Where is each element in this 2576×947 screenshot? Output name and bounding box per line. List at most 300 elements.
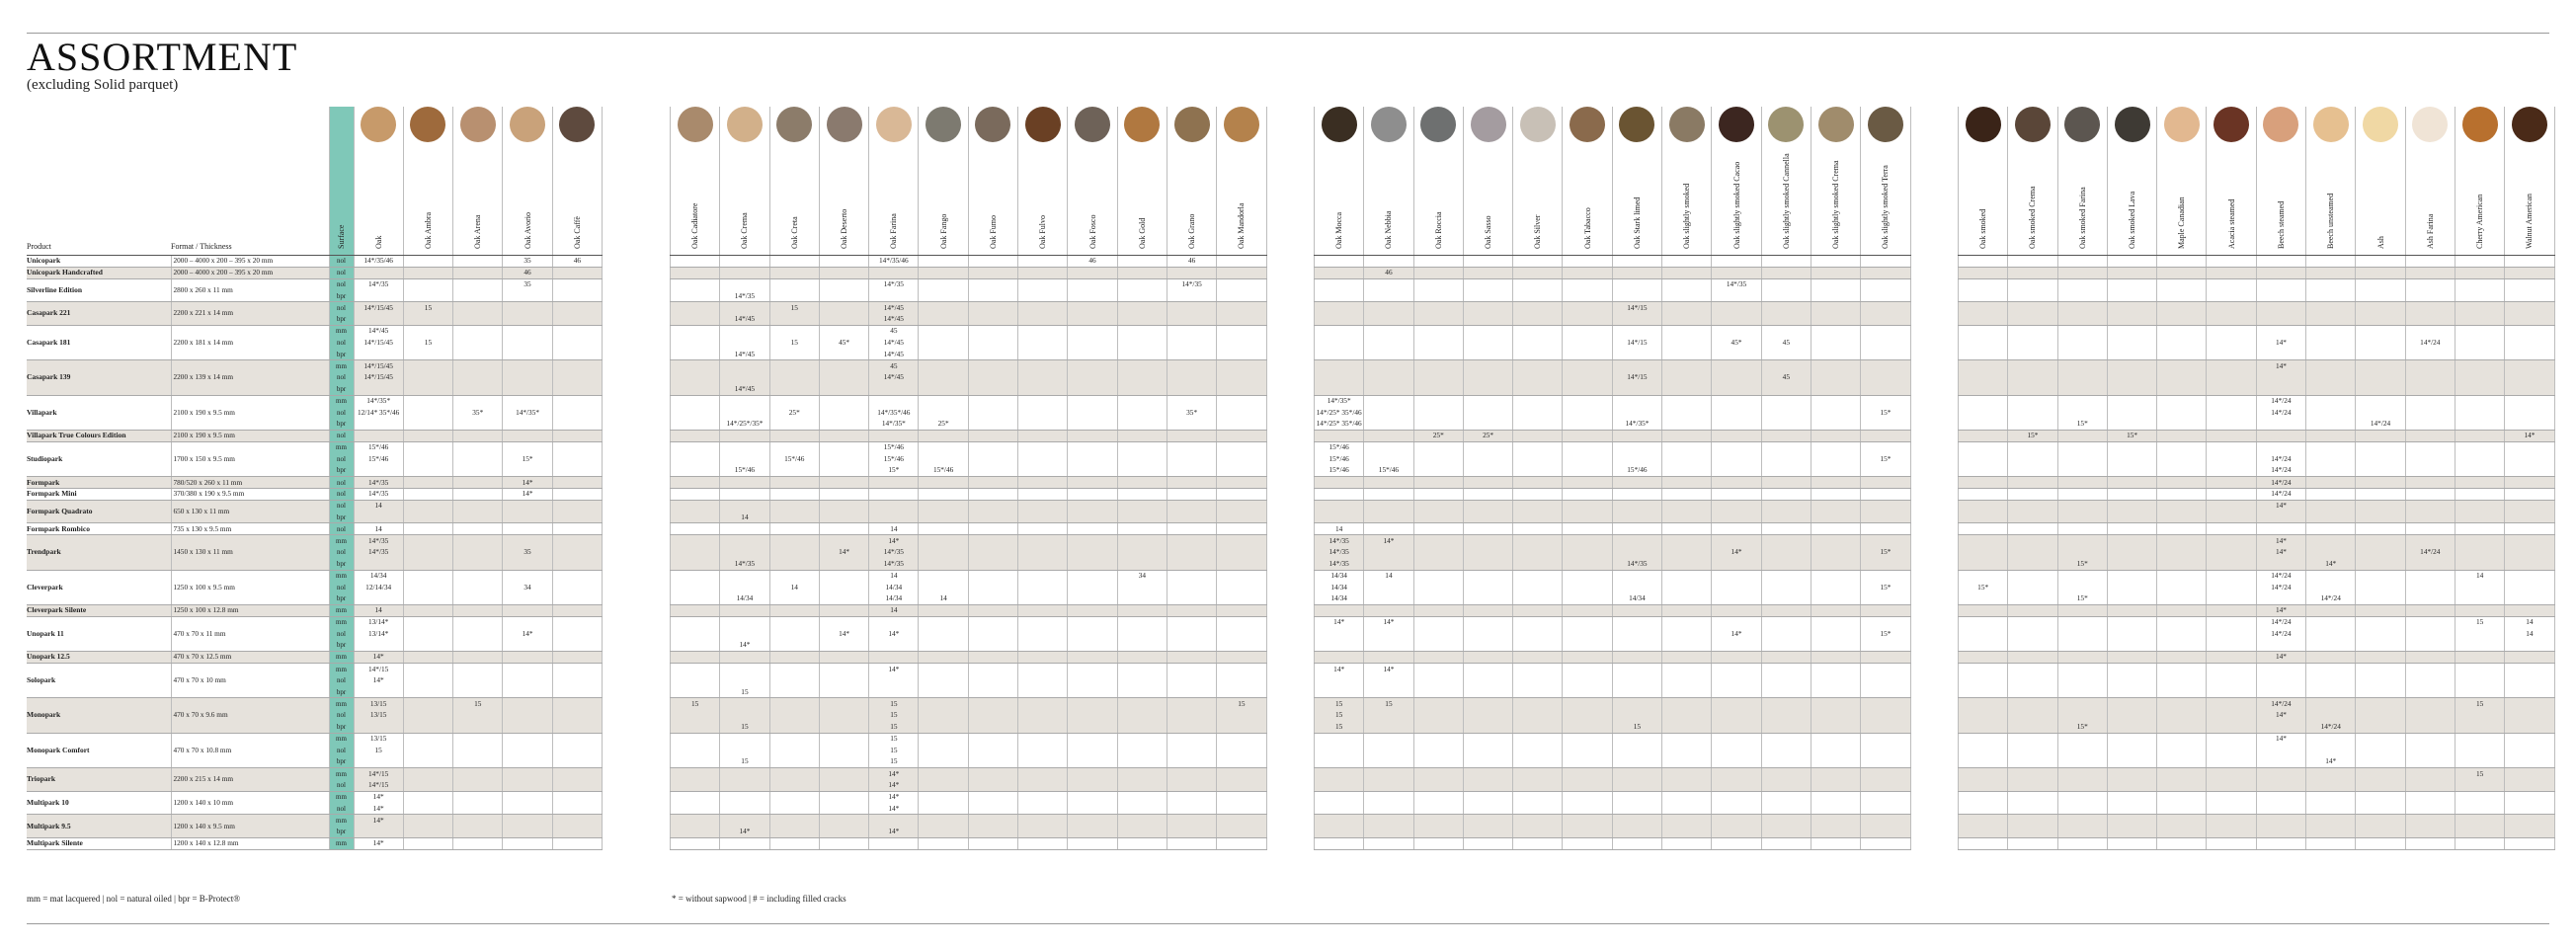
availability-cell	[1364, 256, 1413, 268]
availability-cell	[403, 500, 452, 512]
availability-cell	[1463, 686, 1512, 698]
table-row	[27, 791, 602, 803]
product-name: Unopark 12.5	[27, 652, 171, 664]
availability-cell	[2405, 616, 2455, 628]
species-header-4	[552, 107, 602, 256]
availability-cell	[2455, 395, 2504, 407]
availability-cell	[1167, 663, 1216, 674]
species-header-9	[869, 107, 919, 256]
availability-cell	[1662, 419, 1712, 431]
availability-cell	[1463, 290, 1512, 302]
availability-cell	[2306, 360, 2356, 372]
availability-cell	[1413, 803, 1463, 815]
availability-cell	[1117, 500, 1167, 512]
availability-cell	[1959, 313, 2008, 325]
availability-cell	[503, 791, 552, 803]
availability-cell	[1315, 674, 1364, 686]
table-row	[1959, 827, 2555, 838]
availability-cell	[819, 512, 868, 523]
surface-column-header	[329, 107, 354, 256]
availability-cell	[1861, 278, 1910, 290]
wood-swatch-icon	[460, 107, 496, 142]
availability-cell	[2157, 290, 2207, 302]
availability-cell	[1513, 535, 1563, 547]
availability-cell	[1811, 652, 1860, 664]
availability-cell	[2157, 698, 2207, 710]
availability-cell: 15	[403, 302, 452, 314]
availability-cell	[1563, 733, 1612, 745]
availability-cell	[2107, 419, 2156, 431]
availability-cell	[552, 465, 602, 477]
table-row	[671, 745, 1267, 756]
availability-cell	[769, 360, 819, 372]
table-row	[671, 349, 1267, 360]
availability-cell	[1413, 546, 1463, 558]
availability-cell	[552, 349, 602, 360]
availability-cell	[2455, 779, 2504, 791]
availability-cell	[1612, 349, 1661, 360]
species-label: Walnut American	[2525, 193, 2535, 249]
wood-swatch-icon	[926, 107, 961, 142]
availability-cell	[1315, 733, 1364, 745]
availability-cell	[1563, 383, 1612, 395]
availability-cell	[1413, 791, 1463, 803]
availability-cell	[671, 371, 720, 383]
availability-cell	[2107, 441, 2156, 453]
table-row	[1315, 663, 1911, 674]
availability-cell	[503, 441, 552, 453]
table-row	[671, 523, 1267, 535]
availability-cell	[919, 779, 968, 791]
availability-cell	[1811, 360, 1860, 372]
availability-cell	[403, 582, 452, 593]
availability-cell	[1662, 349, 1712, 360]
availability-cell	[1761, 803, 1811, 815]
availability-cell	[1861, 674, 1910, 686]
availability-cell	[1068, 302, 1117, 314]
availability-cell	[1612, 582, 1661, 593]
availability-cell	[1811, 686, 1860, 698]
availability-cell	[2455, 558, 2504, 570]
availability-cell	[720, 779, 769, 791]
availability-cell	[453, 302, 503, 314]
availability-cell	[1117, 827, 1167, 838]
availability-cell	[1861, 290, 1910, 302]
table-row	[671, 383, 1267, 395]
availability-cell	[2405, 360, 2455, 372]
availability-cell	[1959, 815, 2008, 827]
availability-cell	[2356, 593, 2405, 605]
availability-cell	[2107, 733, 2156, 745]
table-row	[1959, 604, 2555, 616]
availability-cell	[2207, 302, 2256, 314]
availability-cell	[671, 302, 720, 314]
availability-cell	[453, 686, 503, 698]
availability-cell	[2405, 302, 2455, 314]
availability-cell	[1662, 779, 1712, 791]
availability-cell: 13/14*	[354, 616, 403, 628]
availability-cell	[1761, 593, 1811, 605]
table-row	[1315, 383, 1911, 395]
availability-cell: 15	[720, 721, 769, 733]
availability-cell	[720, 407, 769, 419]
availability-cell	[1811, 558, 1860, 570]
availability-cell	[2107, 558, 2156, 570]
availability-cell	[2008, 698, 2057, 710]
table-row	[27, 430, 602, 441]
availability-cell	[1563, 535, 1612, 547]
surface-code: nol	[329, 371, 354, 383]
availability-cell	[2157, 500, 2207, 512]
availability-cell	[720, 652, 769, 664]
availability-cell	[1315, 337, 1364, 349]
availability-cell	[1811, 465, 1860, 477]
availability-cell	[1364, 652, 1413, 664]
availability-cell	[1217, 604, 1266, 616]
availability-cell	[1959, 302, 2008, 314]
availability-cell	[2157, 663, 2207, 674]
availability-cell	[2157, 371, 2207, 383]
availability-cell	[1662, 535, 1712, 547]
availability-cell	[869, 686, 919, 698]
surface-code: bpr	[329, 558, 354, 570]
availability-cell	[968, 512, 1017, 523]
species-header-29	[1959, 107, 2008, 256]
availability-cell	[1463, 512, 1512, 523]
availability-cell	[503, 512, 552, 523]
availability-cell	[2356, 500, 2405, 512]
species-header-0	[354, 107, 403, 256]
availability-cell: 14	[869, 604, 919, 616]
availability-cell	[2008, 419, 2057, 431]
availability-cell	[1861, 721, 1910, 733]
availability-cell	[1463, 313, 1512, 325]
species-header-19	[1413, 107, 1463, 256]
availability-cell	[552, 523, 602, 535]
availability-cell	[2107, 756, 2156, 768]
availability-cell	[403, 546, 452, 558]
table-row	[1315, 500, 1911, 512]
availability-cell	[1068, 546, 1117, 558]
availability-cell	[403, 593, 452, 605]
availability-cell	[403, 674, 452, 686]
availability-cell	[2157, 815, 2207, 827]
availability-cell	[1364, 803, 1413, 815]
availability-cell	[1513, 570, 1563, 582]
finish-legend: mm = mat lacquered | nol = natural oiled | bpr = B-Protect®	[27, 894, 241, 904]
table-row	[1315, 395, 1911, 407]
availability-cell: 14/34	[1612, 593, 1661, 605]
availability-cell	[2306, 570, 2356, 582]
availability-cell	[671, 616, 720, 628]
availability-cell	[671, 768, 720, 780]
product-format: 735 x 130 x 9.5 mm	[171, 523, 329, 535]
availability-cell	[1315, 640, 1364, 652]
availability-cell	[2356, 803, 2405, 815]
availability-cell	[720, 453, 769, 465]
species-label: Oak Fulvo	[1038, 215, 1048, 249]
availability-cell	[2505, 582, 2554, 593]
availability-cell: 15*	[1861, 407, 1910, 419]
surface-code: nol	[329, 407, 354, 419]
availability-cell	[403, 558, 452, 570]
availability-cell	[453, 395, 503, 407]
table-row	[27, 837, 602, 849]
availability-cell	[1712, 325, 1761, 337]
availability-cell	[2207, 313, 2256, 325]
availability-cell: 14*/15/45	[354, 302, 403, 314]
availability-cell	[2057, 616, 2107, 628]
table-row	[1315, 674, 1911, 686]
availability-cell: 15	[453, 698, 503, 710]
species-header-2	[453, 107, 503, 256]
wood-swatch-icon	[827, 107, 862, 142]
availability-cell	[671, 686, 720, 698]
availability-cell	[552, 383, 602, 395]
availability-cell	[2107, 640, 2156, 652]
table-row	[671, 256, 1267, 268]
table-row	[1315, 546, 1911, 558]
availability-cell	[1811, 267, 1860, 278]
availability-cell: 14	[769, 582, 819, 593]
species-header-40	[2505, 107, 2554, 256]
table-row	[1315, 453, 1911, 465]
availability-cell	[2455, 803, 2504, 815]
availability-cell	[1712, 430, 1761, 441]
availability-cell	[2256, 290, 2305, 302]
availability-cell	[1117, 360, 1167, 372]
availability-cell	[1811, 593, 1860, 605]
availability-cell	[720, 337, 769, 349]
table-row	[1315, 791, 1911, 803]
availability-cell: 14*	[354, 674, 403, 686]
availability-cell	[2405, 652, 2455, 664]
table-row	[1959, 325, 2555, 337]
availability-cell	[1217, 721, 1266, 733]
availability-cell	[503, 827, 552, 838]
availability-cell	[1761, 768, 1811, 780]
availability-cell	[1662, 395, 1712, 407]
availability-cell	[1761, 395, 1811, 407]
product-format: 2200 x 221 x 14 mm	[171, 302, 329, 326]
table-row	[27, 441, 602, 453]
availability-cell	[1413, 313, 1463, 325]
availability-cell	[1217, 523, 1266, 535]
availability-cell	[1364, 779, 1413, 791]
availability-cell	[2356, 616, 2405, 628]
availability-cell	[2157, 652, 2207, 664]
availability-cell	[2455, 604, 2504, 616]
availability-cell	[1811, 488, 1860, 500]
availability-cell	[1018, 395, 1068, 407]
availability-cell	[1563, 441, 1612, 453]
availability-cell	[503, 652, 552, 664]
availability-cell	[1861, 430, 1910, 441]
availability-cell	[769, 686, 819, 698]
availability-cell	[1811, 756, 1860, 768]
availability-cell	[1563, 407, 1612, 419]
availability-cell	[1167, 710, 1216, 722]
availability-cell	[769, 593, 819, 605]
availability-cell	[1167, 721, 1216, 733]
availability-cell	[2207, 593, 2256, 605]
availability-cell	[2256, 779, 2305, 791]
availability-cell	[2207, 290, 2256, 302]
availability-cell	[1811, 523, 1860, 535]
species-header-14	[1117, 107, 1167, 256]
availability-cell: 14*	[1712, 628, 1761, 640]
availability-cell: 14*/45	[869, 349, 919, 360]
availability-cell: 15	[869, 756, 919, 768]
table-row	[1959, 477, 2555, 489]
surface-code: nol	[329, 582, 354, 593]
availability-cell: 14*	[1364, 663, 1413, 674]
availability-cell	[1068, 349, 1117, 360]
availability-cell	[1959, 628, 2008, 640]
availability-cell	[1959, 721, 2008, 733]
availability-cell: 14*/35*	[869, 419, 919, 431]
table-row	[1315, 337, 1911, 349]
availability-cell	[2057, 512, 2107, 523]
table-row	[1959, 441, 2555, 453]
availability-cell: 15*	[2057, 419, 2107, 431]
table-row	[1959, 745, 2555, 756]
availability-cell	[671, 278, 720, 290]
availability-cell: 15	[671, 698, 720, 710]
availability-cell	[1811, 441, 1860, 453]
availability-cell: 14*/45	[869, 302, 919, 314]
availability-cell	[1217, 278, 1266, 290]
availability-cell	[1018, 267, 1068, 278]
availability-cell	[2057, 430, 2107, 441]
availability-cell	[1413, 663, 1463, 674]
availability-cell	[1712, 535, 1761, 547]
availability-cell	[919, 371, 968, 383]
availability-cell	[968, 686, 1017, 698]
availability-cell: 14*/35*/46	[869, 407, 919, 419]
availability-cell	[1712, 733, 1761, 745]
availability-cell	[1662, 698, 1712, 710]
availability-cell	[819, 837, 868, 849]
availability-cell	[2107, 395, 2156, 407]
availability-cell	[1217, 302, 1266, 314]
availability-cell	[403, 768, 452, 780]
availability-cell	[769, 349, 819, 360]
availability-cell	[1563, 500, 1612, 512]
availability-cell	[2455, 686, 2504, 698]
availability-cell	[503, 745, 552, 756]
product-format: 780/520 x 260 x 11 mm	[171, 477, 329, 489]
availability-cell	[2157, 430, 2207, 441]
availability-cell	[552, 407, 602, 419]
product-format: 2100 x 190 x 9.5 mm	[171, 430, 329, 441]
availability-cell	[2306, 733, 2356, 745]
availability-cell	[2455, 267, 2504, 278]
availability-cell	[1761, 313, 1811, 325]
availability-cell	[1068, 686, 1117, 698]
availability-cell	[1761, 500, 1811, 512]
availability-cell	[1861, 803, 1910, 815]
availability-cell	[1364, 383, 1413, 395]
availability-cell	[1712, 302, 1761, 314]
availability-cell	[1861, 710, 1910, 722]
availability-cell	[819, 302, 868, 314]
availability-cell	[1861, 663, 1910, 674]
availability-cell	[1959, 791, 2008, 803]
availability-cell	[2306, 779, 2356, 791]
availability-cell	[1217, 290, 1266, 302]
availability-cell	[1463, 815, 1512, 827]
availability-cell	[552, 733, 602, 745]
availability-cell	[869, 383, 919, 395]
availability-cell	[1811, 721, 1860, 733]
availability-cell	[1068, 465, 1117, 477]
availability-cell	[2256, 721, 2305, 733]
table-row	[1315, 779, 1911, 791]
availability-cell: 14*	[869, 663, 919, 674]
wood-swatch-icon	[510, 107, 545, 142]
table-row	[1315, 733, 1911, 745]
availability-cell	[819, 477, 868, 489]
availability-cell	[453, 256, 503, 268]
product-name: Multipark Silente	[27, 837, 171, 849]
availability-cell: 45	[1761, 337, 1811, 349]
availability-cell	[671, 337, 720, 349]
availability-cell	[552, 290, 602, 302]
availability-cell	[720, 278, 769, 290]
availability-cell: 14*	[869, 768, 919, 780]
availability-cell	[2505, 419, 2554, 431]
availability-cell	[1217, 674, 1266, 686]
availability-cell	[2405, 558, 2455, 570]
species-label: Oak Arena	[473, 214, 483, 249]
availability-cell	[1167, 453, 1216, 465]
availability-cell	[769, 698, 819, 710]
species-header-16	[1217, 107, 1266, 256]
availability-cell	[819, 593, 868, 605]
table-row	[671, 360, 1267, 372]
availability-cell	[819, 371, 868, 383]
availability-cell	[1761, 837, 1811, 849]
availability-cell	[1068, 488, 1117, 500]
table-row	[1315, 407, 1911, 419]
availability-cell: 14/34	[1315, 593, 1364, 605]
availability-cell	[453, 441, 503, 453]
availability-cell	[869, 652, 919, 664]
availability-cell	[2207, 453, 2256, 465]
availability-cell	[2455, 745, 2504, 756]
availability-cell	[2356, 837, 2405, 849]
availability-cell	[2405, 698, 2455, 710]
availability-cell	[1413, 278, 1463, 290]
availability-cell	[552, 756, 602, 768]
availability-cell	[671, 756, 720, 768]
availability-cell	[869, 674, 919, 686]
availability-cell	[2107, 290, 2156, 302]
wood-swatch-icon	[1768, 107, 1804, 142]
table-row	[1315, 523, 1911, 535]
availability-cell	[1513, 546, 1563, 558]
availability-cell	[354, 558, 403, 570]
availability-cell	[1563, 837, 1612, 849]
availability-cell	[1413, 465, 1463, 477]
availability-cell	[1712, 419, 1761, 431]
availability-cell: 34	[503, 582, 552, 593]
availability-cell	[1662, 558, 1712, 570]
availability-cell	[2008, 558, 2057, 570]
availability-cell	[1959, 803, 2008, 815]
availability-cell	[671, 349, 720, 360]
